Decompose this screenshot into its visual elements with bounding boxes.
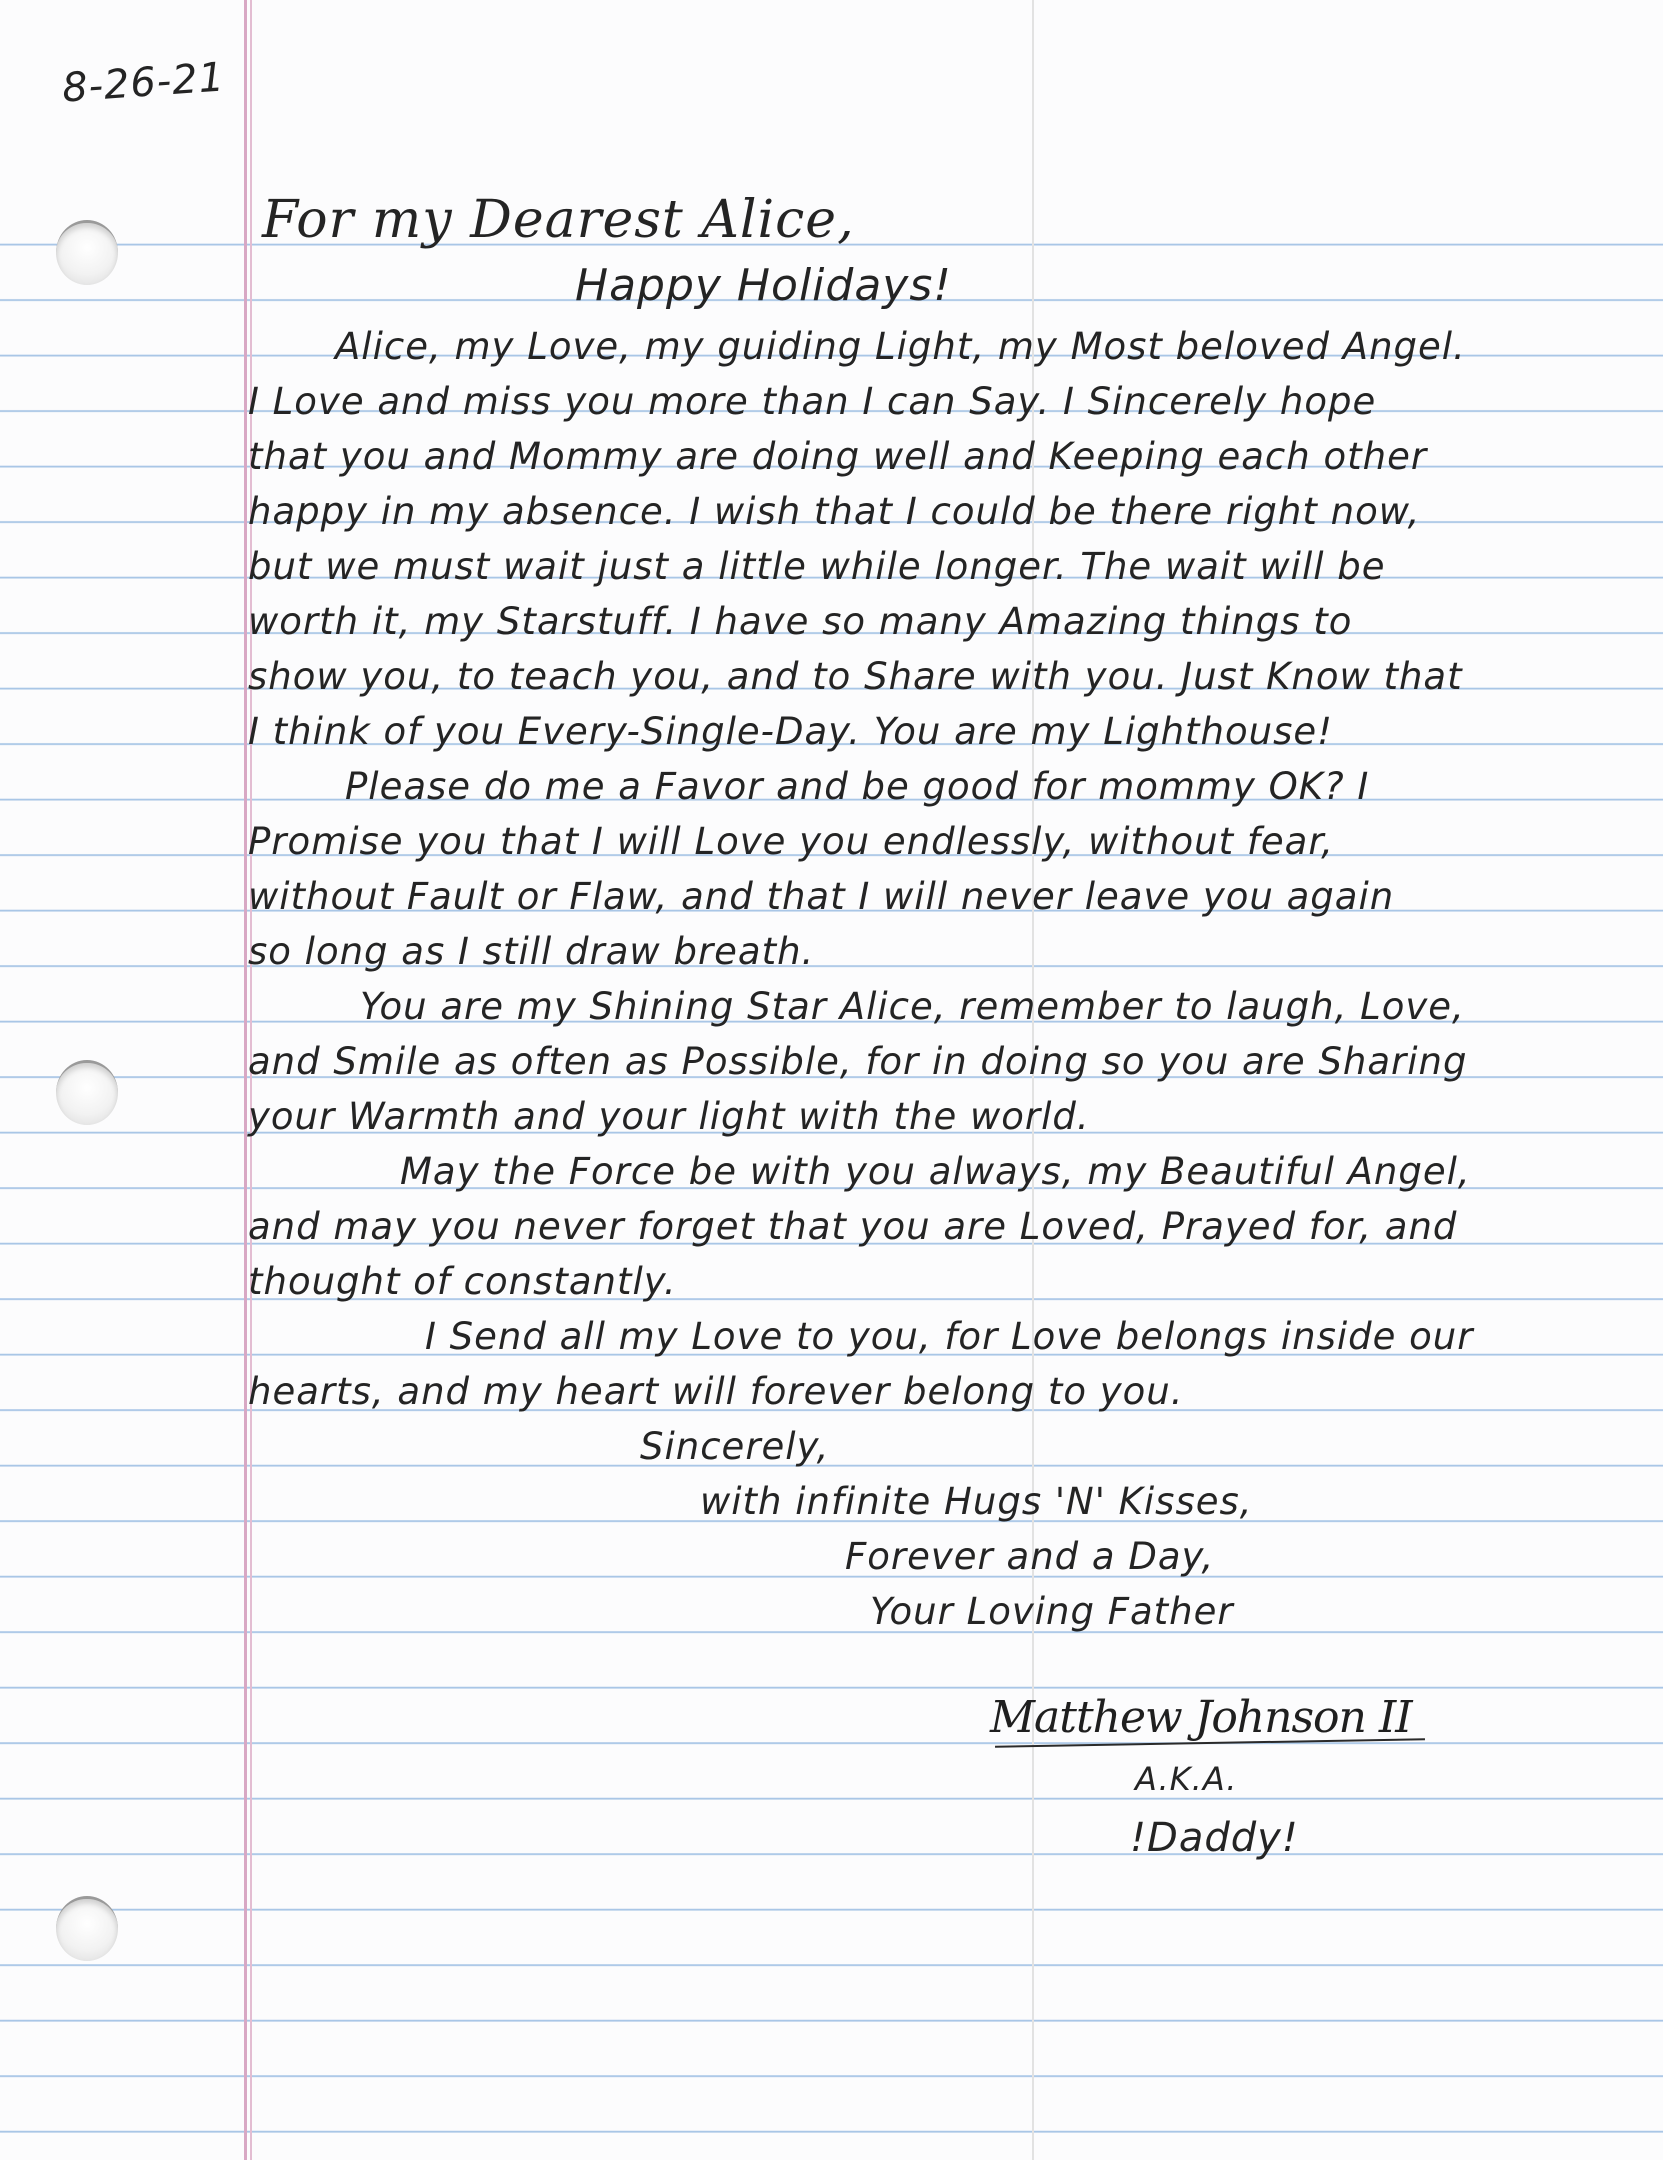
body-line: Please do me a Favor and be good for mommy OK? I	[345, 765, 1370, 808]
signature: Matthew Johnson II	[990, 1692, 1412, 1743]
body-line: happy in my absence. I wish that I could be there right now,	[248, 490, 1421, 533]
body-line: Alice, my Love, my guiding Light, my Most beloved Angel.	[335, 325, 1466, 368]
body-line: May the Force be with you always, my Beautiful Angel,	[400, 1150, 1471, 1193]
body-line: but we must wait just a little while longer. The wait will be	[248, 545, 1386, 588]
body-line: I think of you Every-Single-Day. You are my Lighthouse!	[248, 710, 1333, 753]
closing-line: Forever and a Day,	[845, 1535, 1215, 1578]
body-line: worth it, my Starstuff. I have so many Amazing things to	[248, 600, 1353, 643]
body-line: Promise you that I will Love you endlessly, without fear,	[248, 820, 1334, 863]
closing-line: Sincerely,	[640, 1425, 830, 1468]
body-line: without Fault or Flaw, and that I will never leave you again	[248, 875, 1395, 918]
binder-hole-top	[56, 220, 118, 285]
binder-hole-bottom	[56, 1896, 118, 1961]
nickname: !Daddy!	[1130, 1815, 1299, 1861]
body-line: You are my Shining Star Alice, remember to laugh, Love,	[360, 985, 1465, 1028]
body-line: your Warmth and your light with the world.	[248, 1095, 1090, 1138]
body-line: hearts, and my heart will forever belong to you.	[248, 1370, 1184, 1413]
letter-greeting: Happy Holidays!	[575, 260, 952, 311]
body-line: that you and Mommy are doing well and Keeping each other	[248, 435, 1428, 478]
margin-line	[244, 0, 247, 2160]
letter-salutation: For my Dearest Alice,	[262, 190, 855, 250]
body-line: show you, to teach you, and to Share with you. Just Know that	[248, 655, 1463, 698]
letter-date: 8-26-21	[60, 54, 227, 112]
body-line: and Smile as often as Possible, for in doing so you are Sharing	[248, 1040, 1468, 1083]
body-line: thought of constantly.	[248, 1260, 677, 1303]
closing-line: Your Loving Father	[870, 1590, 1234, 1633]
closing-line: with infinite Hugs 'N' Kisses,	[700, 1480, 1253, 1523]
aka-label: A.K.A.	[1135, 1760, 1238, 1798]
body-line: I Love and miss you more than I can Say. I Sincerely hope	[248, 380, 1377, 423]
binder-hole-middle	[56, 1060, 118, 1125]
body-line: I Send all my Love to you, for Love belongs inside our	[425, 1315, 1474, 1358]
body-line: and may you never forget that you are Loved, Prayed for, and	[248, 1205, 1458, 1248]
body-line: so long as I still draw breath.	[248, 930, 815, 973]
